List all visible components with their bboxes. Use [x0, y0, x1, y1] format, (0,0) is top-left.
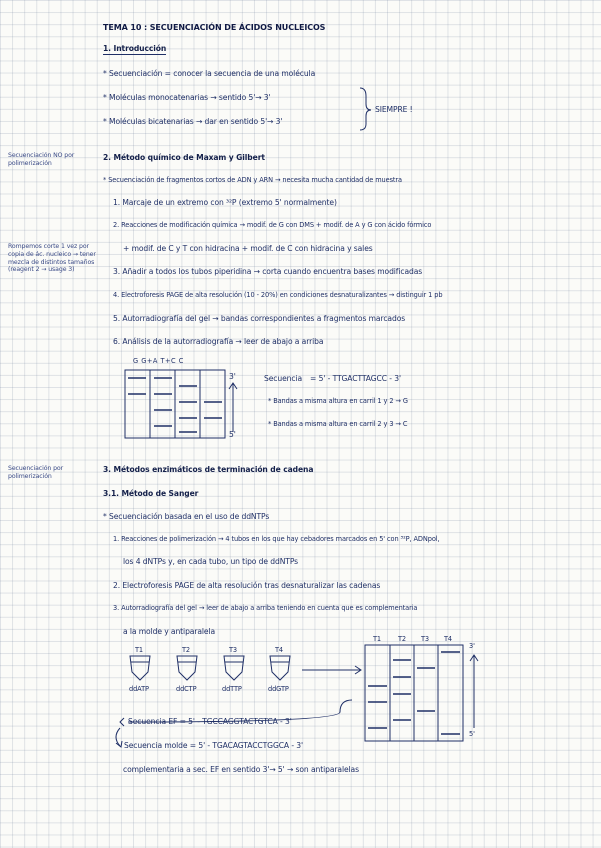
sanger-step-2: 2. Electroforesis PAGE de alta resolución tras desnaturalizar las cadenas [113, 581, 381, 590]
maxam-secuencia-label: Secuencia [264, 374, 303, 383]
tube-2-label: T2 [182, 646, 191, 654]
sanger-conclusion: complementaria a sec. EF en sentido 3'→ 5' → son antiparalelas [123, 765, 359, 774]
tube-1-label: T1 [135, 646, 144, 654]
tube-1-reagent: ddATP [129, 685, 149, 693]
tube-3-icon [224, 656, 244, 680]
tube-3-reagent: ddTTP [222, 685, 242, 693]
gel-lane-t4: T4 [444, 635, 453, 643]
maxam-side-note-2: Rompemos corte 1 vez por copia de ác. nucleico → tener mezcla de distintos tamaños (reagent 2 → usage 3) [8, 243, 96, 274]
sanger-side-note: Secuenciación por polimerización [8, 465, 64, 480]
maxam-gel-3prime: 3' [229, 372, 236, 381]
maxam-step-3: 3. Añadir a todos los tubos piperidina → corta cuando encuentra bases modificadas [113, 267, 423, 276]
tube-2-reagent: ddCTP [176, 685, 197, 693]
maxam-step-1: 1. Marcaje de un extremo con ³²P (extremo 5' normalmente) [113, 198, 337, 207]
sanger-step-3b: a la molde y antiparalela [123, 627, 216, 636]
sanger-line-1: * Secuenciación basada en el uso de ddNTPs [103, 512, 270, 521]
maxam-side-note: Secuenciación NO por polimerización [8, 152, 75, 167]
intro-line-3: * Moléculas bicatenarias → dar en sentido 5'→ 3' [103, 117, 283, 126]
intro-heading: 1. Introducción [103, 44, 167, 53]
maxam-step-2a: 2. Reacciones de modificación química → modif. de G con DMS + modif. de A y G con ácido fórmico [113, 221, 432, 229]
sanger-subheading: 3.1. Método de Sanger [103, 489, 199, 498]
maxam-gel-5prime: 5' [229, 430, 236, 439]
tube-4-icon [270, 656, 290, 680]
sanger-secuencia-molde: Secuencia molde = 5' - TGACAGTACCTGGCA - 3' [124, 741, 304, 750]
page-title: TEMA 10 : SECUENCIACIÓN DE ÁCIDOS NUCLEICOS [103, 23, 326, 32]
maxam-note-1: * Bandas a misma altura en carril 1 y 2 → G [268, 397, 408, 405]
gel-lane-t1: T1 [373, 635, 382, 643]
maxam-note-2: * Bandas a misma altura en carril 2 y 3 → C [268, 420, 408, 428]
maxam-step-5: 5. Autorradiografía del gel → bandas correspondientes a fragmentos marcados [113, 314, 406, 323]
tube-4-reagent: ddGTP [268, 685, 289, 693]
sanger-secuencia-ef: Secuencia EF = 5' - TGCCAGGTACTGTCA - 3' [128, 717, 292, 726]
sanger-gel-5prime: 5' [469, 730, 475, 738]
tube-3-label: T3 [229, 646, 238, 654]
tube-2-icon [177, 656, 197, 680]
gel-lane-t3: T3 [421, 635, 430, 643]
tube-1-icon [130, 656, 150, 680]
gel-lane-t2: T2 [398, 635, 407, 643]
maxam-gel-lanes: G G+A T+C C [133, 357, 184, 365]
sanger-step-1a: 1. Reacciones de polimerización → 4 tubos en los que hay cebadores marcados en 5' con ³²P, ADNpol, [113, 535, 440, 543]
maxam-heading: 2. Método químico de Maxam y Gilbert [103, 153, 265, 162]
maxam-step-6: 6. Análisis de la autorradiografía → leer de abajo a arriba [113, 337, 324, 346]
sanger-gel-3prime: 3' [469, 642, 475, 650]
maxam-step-2b: + modif. de C y T con hidracina + modif. de C con hidracina y sales [123, 244, 373, 253]
intro-line-2: * Moléculas monocatenarias → sentido 5'→ 3' [103, 93, 271, 102]
maxam-secuencia: = 5' - TTGACTTAGCC - 3' [310, 374, 401, 383]
sanger-step-3a: 3. Autorradiografía del gel → leer de abajo a arriba teniendo en cuenta que es complementaria [113, 604, 418, 612]
sanger-heading: 3. Métodos enzimáticos de terminación de cadena [103, 465, 314, 474]
maxam-step-4: 4. Electroforesis PAGE de alta resolución (10 - 20%) en condiciones desnaturalizantes → distinguir 1 pb [113, 291, 443, 299]
siempre-note: SIEMPRE ! [375, 105, 413, 114]
maxam-line-1: * Secuenciación de fragmentos cortos de ADN y ARN → necesita mucha cantidad de muestra [103, 176, 402, 184]
sanger-step-1b: los 4 dNTPs y, en cada tubo, un tipo de ddNTPs [123, 557, 299, 566]
intro-line-1: * Secuenciación = conocer la secuencia de una molécula [103, 69, 316, 78]
tube-4-label: T4 [275, 646, 284, 654]
